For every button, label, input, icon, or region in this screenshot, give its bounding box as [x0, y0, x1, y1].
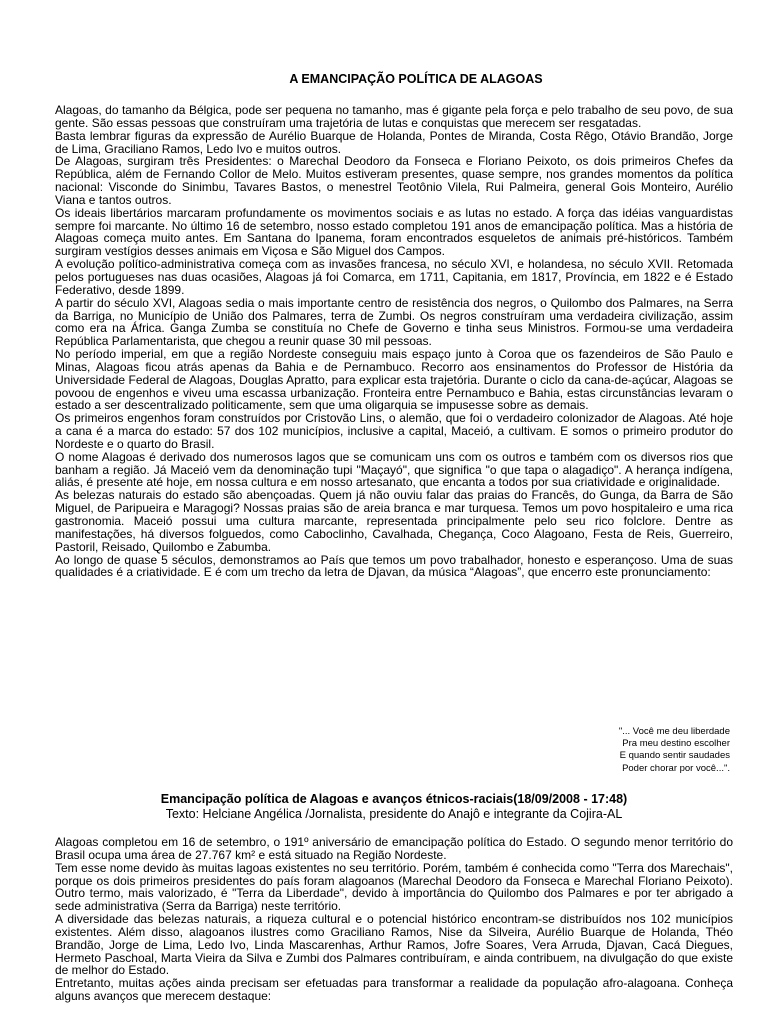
section-byline: Texto: Helciane Angélica /Jornalista, presidente do Anajô e integrante da Cojira-AL — [165, 807, 623, 821]
section-title: Emancipação política de Alagoas e avanços étnicos-raciais(18/09/2008 - 17:48) — [160, 792, 628, 806]
paragraph: Basta lembrar figuras da expressão de Aurélio Buarque de Holanda, Pontes de Miranda, Costa Rêgo, Otávio Brandão, Jorge de Lima, Graciliano Ramos, Ledo Ivo e muitos outros. — [55, 128, 733, 156]
paragraph: Tem esse nome devido às muitas lagoas existentes no seu território. Porém, também é conhecida como "Terra dos Marechais", porque os dois primeiros presidentes do país foram alagoanos (Marechal Deodoro da Fonseca e Marechal Floriano Peixoto). Outro termo, mais valorizado, é "Terra da Liberdade", devido à importância do Quilombo dos Palmares e por ter abrigado a sede administrativa (Serra da Barriga) neste território. — [55, 860, 733, 914]
paragraph: No período imperial, em que a região Nordeste conseguiu mais espaço junto à Coroa que os fazendeiros de São Paulo e Minas, Alagoas ficou atrás apenas da Bahia e de Pernambuco. Recorro aos ensinamentos do Professor de História da Universidade Federal de Alagoas, Douglas Apratto, para explicar esta trajetória. Durante o ciclo da cana-de-açúcar, Alagoas se povoou de engenhos e viveu uma escassa urbanização. Fronteira entre Pernambuco e Bahia, estas circunstâncias levaram o estado a ser descentralizado politicamente, sem que uma oligarquia se impusesse sobre as demais. — [55, 347, 733, 413]
paragraph: As belezas naturais do estado são abençoadas. Quem já não ouviu falar das praias do Francês, do Gunga, da Barra de São Miguel, de Paripueira e Maragogi? Nossas praias são de areia branca e mar turquesa. Temos um povo hospitaleiro e uma rica gastronomia. Maceió possui uma cultura marcante, representada principalmente pelo seu rico folclore. Dentre as manifestações, há diversos folguedos, como Caboclinho, Cavalhada, Chegança, Coco Alagoano, Festa de Reis, Guerreiro, Pastoril, Reisado, Quilombo e Zabumba. — [55, 488, 733, 554]
quote-line: Poder chorar por você...". — [622, 762, 730, 774]
quote-line: E quando sentir saudades — [619, 750, 730, 762]
paragraph: O nome Alagoas é derivado dos numerosos lagos que se comunicam uns com os outros e também com os diversos rios que banham a região. Já Maceió vem da denominação tupi "Maçayó", que significa "o que tapa o alagadiço". A herança indígena, aliás, é presente até hoje, em nossa cultura e em nosso artesanato, que encanta a todos por sua criatividade e originalidade. — [55, 449, 733, 490]
paragraph: Alagoas completou em 16 de setembro, o 191º aniversário de emancipação política do Estado. O segundo menor território do Brasil ocupa uma área de 27.767 km² e está situado na Região Nordeste. — [55, 835, 733, 862]
paragraph: A evolução político-administrativa começa com as invasões francesa, no século XVI, e holandesa, no século XVII. Retomada pelos portugueses nas duas ocasiões, Alagoas já foi Comarca, em 1711, Capitania, em 1817, Província, em 1822 e é Estado Federativo, desde 1899. — [55, 257, 733, 297]
paragraph: Os ideais libertários marcaram profundamente os movimentos sociais e as lutas no estado. A força das idéias vanguardistas sempre foi marcante. No último 16 de setembro, nosso estado completou 191 anos de emancipação política. Mas a história de Alagoas começa muito antes. Em Santana do Ipanema, foram encontrados esqueletos de animais pré-históricos. Também surgiram vestígios desses animais em Viçosa e São Miguel dos Campos. — [55, 205, 733, 259]
paragraph: A partir do século XVI, Alagoas sedia o mais importante centro de resistência dos negros, o Quilombo dos Palmares, na Serra da Barriga, no Município de União dos Palmares, terra de Zumbi. Os negros construíram uma verdadeira civilização, assim como era na África. Ganga Zumba se constituía no Chefe de Governo e tinha seus Ministros. Formou-se uma verdadeira República Parlamentarista, que chegou a reunir quase 30 mil pessoas. — [55, 295, 733, 349]
paragraph: A diversidade das belezas naturais, a riqueza cultural e o potencial histórico encontram-se distribuídos nos 102 municípios existentes. Além disso, alagoanos ilustres como Graciliano Ramos, Nise da Silveira, Aurélio Buarque de Holanda, Théo Brandão, Jorge de Lima, Ledo Ivo, Linda Mascarenhas, Arthur Ramos, Jofre Soares, Vera Arruda, Djavan, Cacá Diegues, Hermeto Paschoal, Marta Vieira da Silva e Zumbi dos Palmares contribuíram, e ainda contribuem, na divulgação do que existe de melhor do Estado. — [55, 912, 733, 978]
document-title: A EMANCIPAÇÃO POLÍTICA DE ALAGOAS — [289, 72, 543, 86]
paragraph: Os primeiros engenhos foram construídos por Cristovão Lins, o alemão, que foi o verdadeiro colonizador de Alagoas. Até hoje a cana é a marca do estado: 57 dos 102 municípios, inclusive a capital, Maceió, a cultivam. E somos o primeiro produtor do Nordeste e o quarto do Brasil. — [55, 411, 733, 451]
paragraph: Ao longo de quase 5 séculos, demonstramos ao País que temos um povo trabalhador, honesto e esperançoso. Uma de suas qualidades é a criatividade. E é com um trecho da letra de Djavan, da música “Alagoas”, que encerro este pronunciamento: — [55, 552, 733, 580]
paragraph: Alagoas, do tamanho da Bélgica, pode ser pequena no tamanho, mas é gigante pela força e pelo trabalho de seu povo, de sua gente. São essas pessoas que construíram uma trajetória de lutas e conquistas que merecem ser resgatadas. — [55, 103, 733, 130]
section-body — [55, 836, 733, 1003]
paragraph: Entretanto, muitas ações ainda precisam ser efetuadas para transformar a realidade da população afro-alagoana. Conheça alguns avanços que merecem destaque: — [55, 976, 733, 1004]
main-article-body — [55, 104, 733, 579]
paragraph: De Alagoas, surgiram três Presidentes: o Marechal Deodoro da Fonseca e Floriano Peixoto, os dois primeiros Chefes da República, além de Fernando Collor de Melo. Muitos estiveram presentes, quase sempre, nos grandes momentos da política nacional: Visconde do Sinimbu, Tavares Bastos, o menestrel Teotônio Vilela, Rui Palmeira, general Gois Monteiro, Aurélio Viana e tantos outros. — [55, 154, 733, 207]
quote-line: Pra meu destino escolher — [622, 738, 730, 750]
song-quote — [619, 726, 730, 775]
quote-line: "... Você me deu liberdade — [618, 726, 730, 737]
